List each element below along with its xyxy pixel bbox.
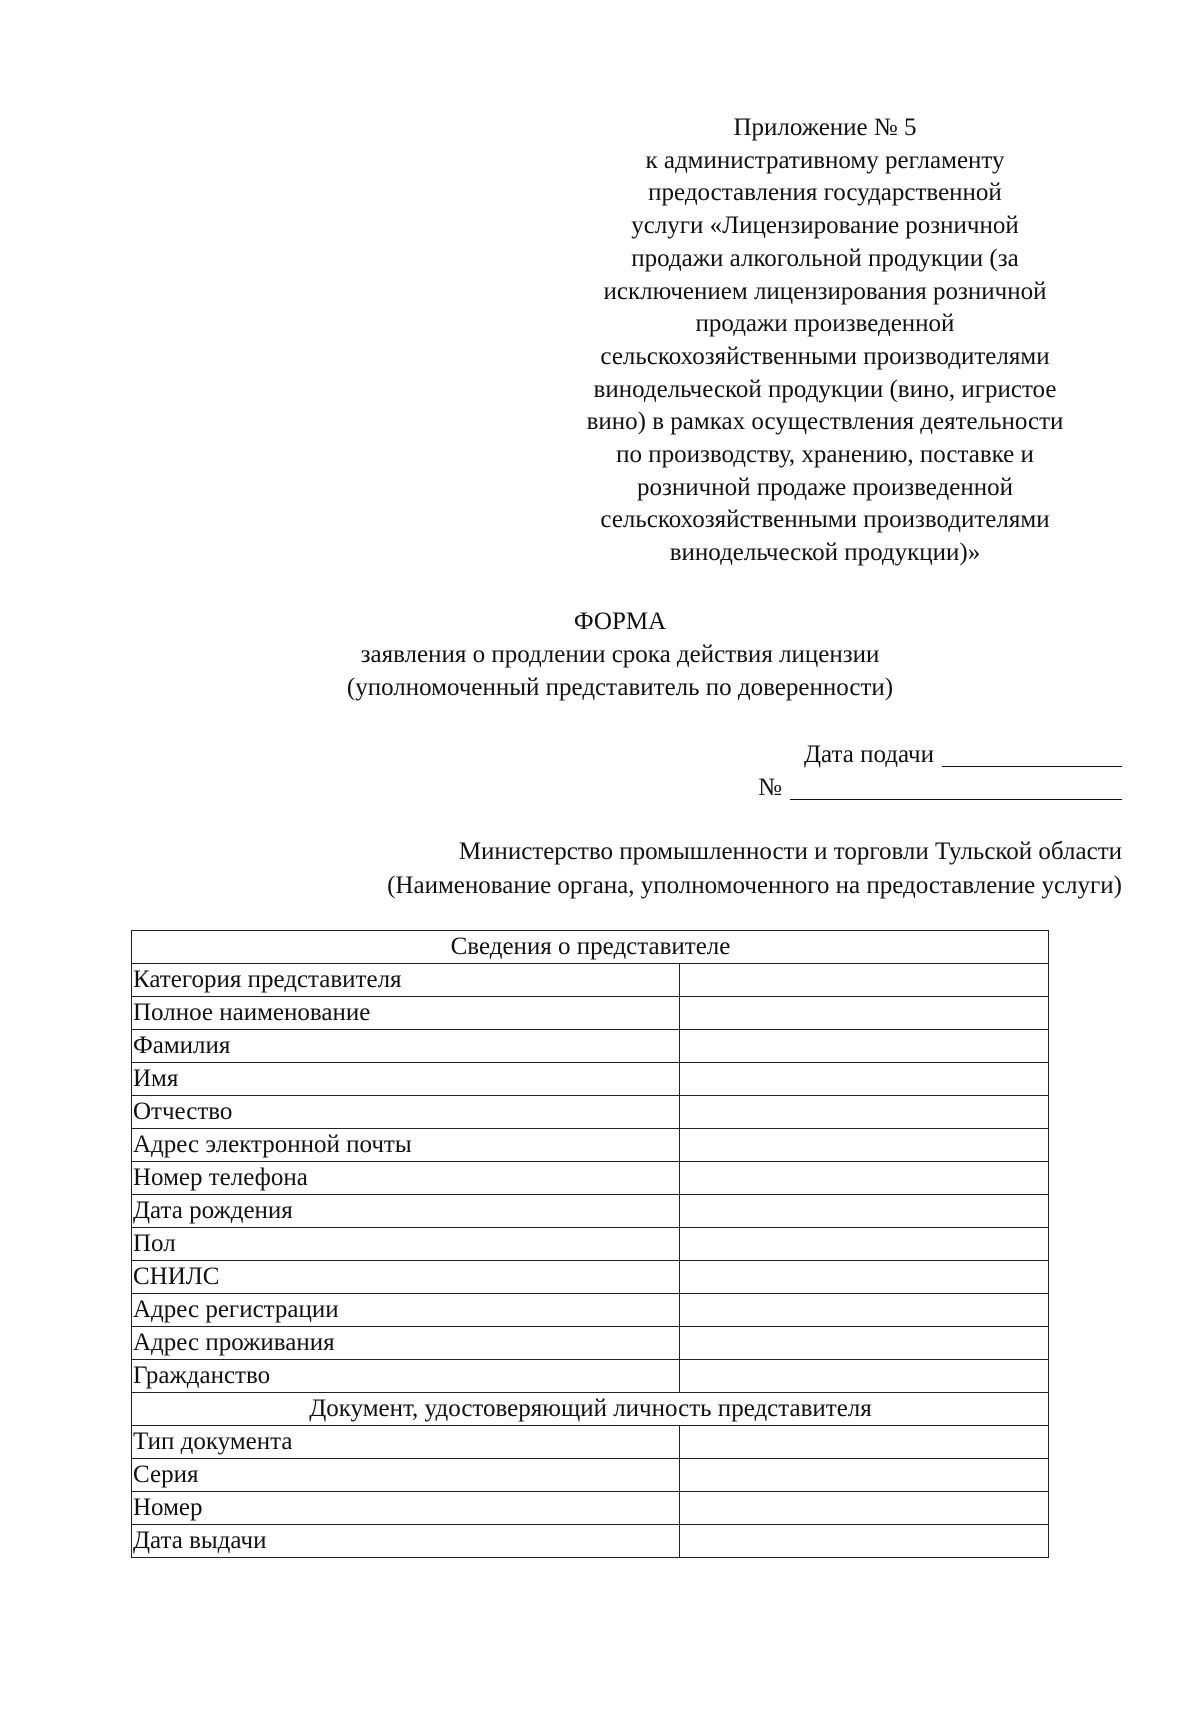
table-row [132, 997, 1049, 1030]
field-label: Тип документа [132, 1426, 680, 1459]
submission-number-row [758, 771, 1122, 804]
field-value-cell[interactable] [680, 1063, 1049, 1096]
appendix-line: сельскохозяйственными производителями [600, 506, 1050, 534]
field-label: Адрес электронной почты [132, 1129, 680, 1162]
field-value-cell[interactable] [680, 1492, 1049, 1525]
form-subtitle-line: заявления о продлении срока действия лицензии [360, 641, 880, 668]
field-label: Серия [132, 1459, 680, 1492]
form-title [300, 605, 940, 704]
table-row [132, 1129, 1049, 1162]
submission-number-field[interactable] [790, 777, 1122, 800]
appendix-line: по производству, хранению, поставке и [616, 441, 1034, 469]
field-label: Имя [132, 1063, 680, 1096]
appendix-line: исключением лицензирования розничной [603, 277, 1047, 305]
field-value-cell[interactable] [680, 1030, 1049, 1063]
appendix-line: вино) в рамках осуществления деятельности [586, 408, 1064, 436]
table-row [132, 1426, 1049, 1459]
field-value-cell[interactable] [680, 1525, 1049, 1558]
representative-info-header [132, 931, 1049, 964]
appendix-line: услуги «Лицензирование розничной [631, 212, 1019, 240]
appendix-line: предоставления государственной [648, 179, 1002, 207]
table-row [132, 1195, 1049, 1228]
field-value-cell[interactable] [680, 1360, 1049, 1393]
table-row [132, 1063, 1049, 1096]
table-row [132, 1492, 1049, 1525]
field-value-cell[interactable] [680, 1261, 1049, 1294]
section-title: Сведения о представителе [132, 931, 1049, 964]
submission-number-label: № [758, 774, 782, 801]
table-row [132, 1327, 1049, 1360]
table-row [132, 1261, 1049, 1294]
field-label: Дата выдачи [132, 1525, 680, 1558]
field-value-cell[interactable] [680, 1162, 1049, 1195]
table-row [132, 1360, 1049, 1393]
appendix-header [540, 112, 1110, 570]
table-row [132, 1525, 1049, 1558]
field-value-cell[interactable] [680, 1426, 1049, 1459]
submission-date-field[interactable] [942, 744, 1122, 767]
table-row [132, 1228, 1049, 1261]
field-value-cell[interactable] [680, 1459, 1049, 1492]
table-row [132, 1294, 1049, 1327]
table-row [132, 1096, 1049, 1129]
form-heading: ФОРМА [573, 608, 667, 635]
table-row [132, 1162, 1049, 1195]
field-label: Адрес проживания [132, 1327, 680, 1360]
field-label: Полное наименование [132, 997, 680, 1030]
field-label: Дата рождения [132, 1195, 680, 1228]
table-row [132, 1459, 1049, 1492]
form-subtitle-line: (уполномоченный представитель по доверенности) [346, 674, 894, 701]
appendix-line: винодельческой продукции)» [669, 539, 981, 567]
field-value-cell[interactable] [680, 1195, 1049, 1228]
field-value-cell[interactable] [680, 1096, 1049, 1129]
appendix-line: сельскохозяйственными производителями [600, 342, 1050, 370]
table-row [132, 1030, 1049, 1063]
submission-date-label: Дата подачи [803, 741, 934, 768]
identity-document-header [132, 1393, 1049, 1426]
field-value-cell[interactable] [680, 1294, 1049, 1327]
appendix-line: винодельческой продукции (вино, игристое [593, 375, 1057, 403]
field-label: Номер телефона [132, 1162, 680, 1195]
field-label: Номер [132, 1492, 680, 1525]
representative-table [131, 930, 1049, 1558]
field-label: СНИЛС [132, 1261, 680, 1294]
appendix-line: розничной продаже произведенной [637, 473, 1013, 501]
submission-date-row [758, 738, 1122, 771]
appendix-line: Приложение № 5 [733, 114, 917, 141]
field-label: Адрес регистрации [132, 1294, 680, 1327]
appendix-line: продажи произведенной [695, 310, 955, 338]
appendix-line: продажи алкогольной продукции (за [631, 244, 1019, 272]
field-label: Отчество [132, 1096, 680, 1129]
section-title: Документ, удостоверяющий личность представителя [132, 1393, 1049, 1426]
appendix-line: к административному регламенту [645, 146, 1005, 174]
authority-block [387, 835, 1122, 903]
field-label: Категория представителя [132, 964, 680, 997]
submission-block [758, 738, 1122, 804]
field-label: Фамилия [132, 1030, 680, 1063]
table-row [132, 964, 1049, 997]
field-value-cell[interactable] [680, 964, 1049, 997]
field-value-cell[interactable] [680, 997, 1049, 1030]
field-value-cell[interactable] [680, 1228, 1049, 1261]
authority-name: Министерство промышленности и торговли Тульской области [458, 838, 1122, 865]
authority-caption: (Наименование органа, уполномоченного на предоставление услуги) [387, 872, 1122, 899]
field-label: Пол [132, 1228, 680, 1261]
field-label: Гражданство [132, 1360, 680, 1393]
field-value-cell[interactable] [680, 1129, 1049, 1162]
field-value-cell[interactable] [680, 1327, 1049, 1360]
